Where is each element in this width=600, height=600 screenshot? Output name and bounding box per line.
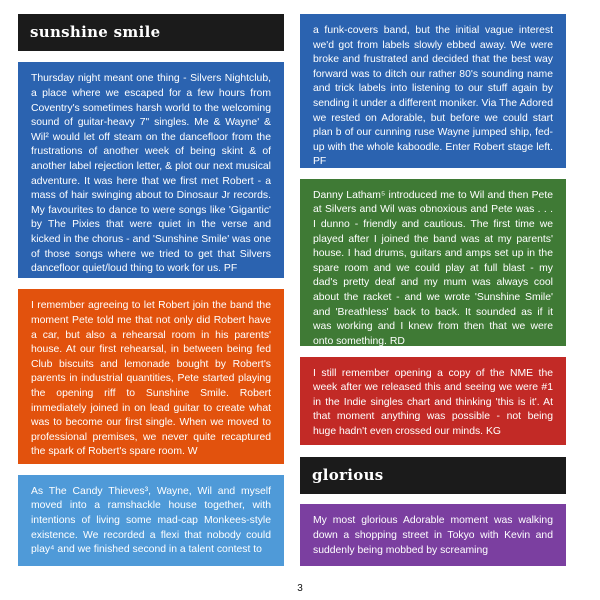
section-heading-sunshine-smile: sunshine smile — [18, 14, 284, 51]
text-block-lightblue-left: As The Candy Thieves³, Wayne, Wil and myself moved into a ramshackle house together, with intentions of living some mad-cap Monkees-style existence. We recorded a flexi that nobody could play⁴ and we finished second in a talent contest to — [18, 475, 284, 566]
gap — [300, 346, 566, 357]
gap — [18, 278, 284, 289]
gap — [300, 445, 566, 458]
right-column — [300, 14, 566, 566]
text-block-blue-left: Thursday night meant one thing - Silvers Nightclub, a place where we escaped for a few hours from Coventry's sometimes harsh world to the welcoming sound of guitar-heavy 7" singles. Me & Wayne' & Wil² would let off steam on the dancefloor from the frustrations of another week of being skint & of another label rejection letter, & plot our next musical adventure. It was here that we first met Robert - a mass of hair swinging about to Dinosaur Jr records. My favourites to dance to were songs like 'Gigantic' by The Pixies that were quiet in the verse and kicked in the chorus - and 'Sunshine Smile' was one of those songs where we tried to get that Silvers dancefloor quiet/loud thing to work for us. PF — [18, 62, 284, 278]
section-heading-glorious: glorious — [300, 457, 566, 493]
gap — [18, 464, 284, 475]
gap — [300, 168, 566, 179]
text-block-purple-right: My most glorious Adorable moment was walking down a shopping street in Tokyo with Kevin and suddenly being mobbed by screaming — [300, 504, 566, 566]
text-block-red-right: I still remember opening a copy of the NME the week after we released this and seeing we were #1 in the Indie singles chart and thinking 'this is it'. At that moment anything was possible - not being huge hadn't even crossed our minds. KG — [300, 357, 566, 445]
gap — [18, 51, 284, 62]
text-block-orange-left: I remember agreeing to let Robert join the band the moment Pete told me that not only did Robert have a car, but also a rehearsal room in his parents' house. At our first rehearsal, in between being fed Club biscuits and lemonade bought by Robert's parents in industrial quantities, Pete started playing the opening riff to Sunshine Smile. Robert immediately joined in on lead guitar to create what was to become our first single. When we moved to professional premises, we never quite recaptured the spark of Robert's spare room. W — [18, 289, 284, 463]
page-columns — [18, 14, 582, 566]
text-block-green-right: Danny Latham⁵ introduced me to Wil and then Pete at Silvers and Wil was obnoxious and Pete was . . . I dunno - friendly and cautious. The first time we played after I joined the band was at my parents' house. I had drums, guitars and amps set up in the spare room and we could play at full blast - my dad's pretty deaf and my mum was always cool about the racket - and we wrote 'Sunshine Smile' and 'Breathless' back to back. It sounded as if it was working and I knew from then that we were onto something. RD — [300, 179, 566, 346]
gap — [300, 494, 566, 505]
page-number: 3 — [297, 583, 303, 594]
text-block-blue-right: a funk-covers band, but the initial vague interest we'd got from labels slowly ebbed away. We were broke and frustrated and decided that the best way forward was to ditch our rather 80's sounding name and trick labels into listening to our stuff again by sending it under a different moniker. Via The Adored we rested on Adorable, but before we could start plan b of our cunning ruse Wayne jumped ship, fed-up with the whole kaboodle. Enter Robert stage left. PF — [300, 14, 566, 168]
left-column — [18, 14, 284, 566]
